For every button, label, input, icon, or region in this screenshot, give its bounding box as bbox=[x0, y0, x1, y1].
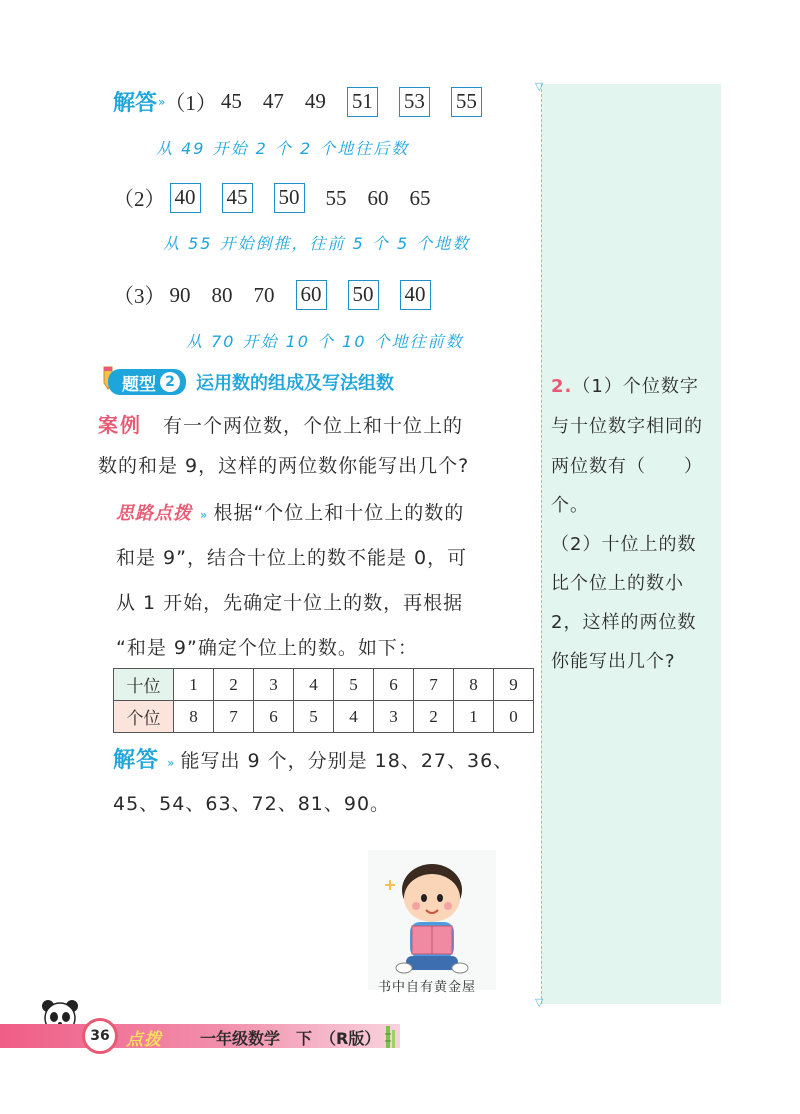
given-number: 47 bbox=[262, 89, 284, 113]
hint-label: 思路点拨 bbox=[116, 503, 192, 524]
brand-logo: 点拨 bbox=[126, 1030, 162, 1050]
table-cell: 3 bbox=[254, 669, 294, 701]
table-cell: 6 bbox=[254, 701, 294, 733]
table-cell: 5 bbox=[294, 701, 334, 733]
case-label: 案例 bbox=[98, 413, 142, 437]
hint-text: 根据“个位上和十位上的数的 bbox=[213, 502, 465, 524]
answer-box: 55 bbox=[451, 87, 482, 117]
section-title: 运用数的组成及写法组数 bbox=[196, 373, 394, 394]
given-number: 65 bbox=[409, 185, 431, 210]
answer2-text: 能写出 9 个，分别是 18、27、36、 bbox=[180, 750, 514, 772]
table-cell: 6 bbox=[374, 669, 414, 701]
answer-label: 解答 bbox=[113, 748, 160, 773]
answer-box: 45 bbox=[222, 183, 253, 213]
table-cell: 7 bbox=[214, 701, 254, 733]
side-line-3: 两位数有（ ） bbox=[551, 456, 703, 477]
chevron-icon: » bbox=[167, 756, 172, 770]
illustration-caption: 书中自有黄金屋 bbox=[378, 980, 477, 995]
answer-box: 50 bbox=[348, 280, 379, 310]
answer2-line-2: 45、54、63、72、81、90。 bbox=[113, 793, 391, 815]
given-number: 90 bbox=[169, 282, 191, 307]
answer-box: 50 bbox=[274, 183, 305, 213]
ones-row bbox=[114, 701, 534, 733]
side-line-4: 个。 bbox=[551, 495, 589, 516]
badge-label: 题型 bbox=[122, 374, 156, 395]
page-number: 36 bbox=[82, 1018, 118, 1054]
case-text: 有一个两位数，个位上和十位上的 bbox=[163, 415, 464, 437]
hint-line-1 bbox=[116, 498, 464, 525]
table-cell: 4 bbox=[334, 701, 374, 733]
given-number: 70 bbox=[253, 282, 275, 307]
table-cell: 7 bbox=[414, 669, 454, 701]
side-line-1 bbox=[551, 372, 699, 398]
digits-table bbox=[113, 668, 534, 733]
section-badge bbox=[108, 369, 186, 395]
section-heading bbox=[108, 369, 394, 395]
exercise-number: 2. bbox=[551, 376, 573, 397]
answer-box: 60 bbox=[296, 280, 327, 310]
side-line-8: 你能写出几个? bbox=[551, 651, 676, 672]
bamboo-icon bbox=[380, 1024, 400, 1050]
part-tag: （1） bbox=[164, 90, 217, 115]
table-cell: 3 bbox=[374, 701, 414, 733]
given-number: 60 bbox=[367, 185, 389, 210]
part-tag: （2） bbox=[113, 187, 166, 211]
table-cell: 2 bbox=[214, 669, 254, 701]
side-line-2: 与十位数字相同的 bbox=[551, 416, 703, 437]
given-number: 49 bbox=[304, 89, 326, 113]
table-cell: 1 bbox=[174, 669, 214, 701]
pin-icon: ▽ bbox=[535, 996, 544, 1009]
given-number: 80 bbox=[211, 282, 233, 307]
answer-box: 51 bbox=[347, 87, 378, 117]
given-number: 45 bbox=[220, 89, 242, 113]
part-tag: （3） bbox=[113, 284, 166, 308]
case-line-1 bbox=[98, 409, 463, 438]
explanation-note: 从 49 开始 2 个 2 个地往后数 bbox=[156, 139, 410, 158]
book-title: 一年级数学 下 （R版） bbox=[200, 1029, 381, 1048]
table-cell: 4 bbox=[294, 669, 334, 701]
table-cell: 8 bbox=[174, 701, 214, 733]
badge-number: 2 bbox=[160, 372, 180, 392]
pin-icon: ▽ bbox=[535, 80, 544, 93]
ones-header: 个位 bbox=[114, 701, 174, 733]
table-cell: 0 bbox=[494, 701, 534, 733]
hint-line-2: 和是 9”，结合十位上的数不能是 0，可 bbox=[116, 547, 468, 569]
explanation-note: 从 55 开始倒推，往前 5 个 5 个地数 bbox=[163, 234, 471, 253]
chevron-icon: » bbox=[158, 94, 163, 109]
side-panel-border bbox=[541, 84, 542, 1004]
table-cell: 2 bbox=[414, 701, 454, 733]
table-cell: 1 bbox=[454, 701, 494, 733]
tens-row bbox=[114, 669, 534, 701]
case-line-2: 数的和是 9，这样的两位数你能写出几个? bbox=[98, 455, 470, 477]
hint-line-3: 从 1 开始，先确定十位上的数，再根据 bbox=[116, 592, 464, 614]
tens-header: 十位 bbox=[114, 669, 174, 701]
answer2-line-1 bbox=[113, 743, 513, 774]
side-line-5: （2）十位上的数 bbox=[551, 534, 697, 555]
answer-part3-row bbox=[113, 280, 452, 310]
hint-line-4: “和是 9”确定个位上的数。如下： bbox=[116, 637, 418, 659]
explanation-note: 从 70 开始 10 个 10 个地往前数 bbox=[186, 332, 464, 351]
answer-box: 40 bbox=[170, 183, 201, 213]
side-line-6: 比个位上的数小 bbox=[551, 573, 684, 594]
table-cell: 5 bbox=[334, 669, 374, 701]
chevron-icon: » bbox=[200, 508, 205, 522]
answer-part1-row bbox=[113, 86, 503, 117]
answer-part2-row bbox=[113, 183, 452, 213]
side-text: （1）个位数字 bbox=[572, 376, 699, 397]
reading-boy-illustration bbox=[368, 850, 496, 990]
given-number: 55 bbox=[325, 185, 347, 210]
answer-label: 解答 bbox=[113, 91, 158, 116]
answer-box: 40 bbox=[400, 280, 431, 310]
table-cell: 8 bbox=[454, 669, 494, 701]
side-line-7: 2，这样的两位数 bbox=[551, 612, 697, 633]
answer-box: 53 bbox=[399, 87, 430, 117]
table-cell: 9 bbox=[494, 669, 534, 701]
